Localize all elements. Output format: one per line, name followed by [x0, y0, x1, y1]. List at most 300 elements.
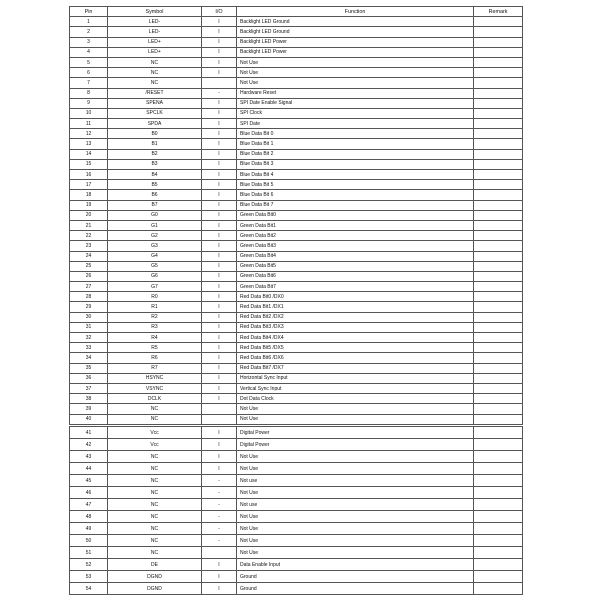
remark-cell — [474, 78, 523, 88]
remark-cell — [474, 139, 523, 149]
table-row — [70, 451, 523, 463]
function-cell: Digital Power — [237, 427, 474, 439]
table-row — [70, 210, 523, 220]
symbol-cell: B5 — [108, 180, 202, 190]
function-cell: Not Use — [237, 523, 474, 535]
symbol-cell: SPENA — [108, 98, 202, 108]
function-cell: Not Use — [237, 404, 474, 414]
io-cell: I — [202, 271, 237, 281]
io-cell: I — [202, 68, 237, 78]
pin-cell: 1 — [70, 17, 108, 27]
remark-cell — [474, 282, 523, 292]
symbol-cell: G6 — [108, 271, 202, 281]
io-cell: - — [202, 523, 237, 535]
io-cell: - — [202, 88, 237, 98]
symbol-cell: NC — [108, 535, 202, 547]
function-cell: Green Data Bit4 — [237, 251, 474, 261]
io-cell: I — [202, 241, 237, 251]
io-cell: I — [202, 57, 237, 67]
table-row — [70, 322, 523, 332]
io-cell: I — [202, 571, 237, 583]
remark-cell — [474, 363, 523, 373]
pin-cell: 24 — [70, 251, 108, 261]
remark-cell — [474, 149, 523, 159]
remark-cell — [474, 98, 523, 108]
pin-cell: 34 — [70, 353, 108, 363]
function-cell: Blue Data Bit 1 — [237, 139, 474, 149]
function-cell: Not Use — [237, 463, 474, 475]
function-cell: Red Data Bit2 /DX2 — [237, 312, 474, 322]
pin-cell: 44 — [70, 463, 108, 475]
function-cell: Red Data Bit5 /DX5 — [237, 343, 474, 353]
symbol-cell: B0 — [108, 129, 202, 139]
function-cell: Blue Data Bit 3 — [237, 159, 474, 169]
function-cell: SPI Date — [237, 119, 474, 129]
remark-cell — [474, 159, 523, 169]
pin-cell: 31 — [70, 322, 108, 332]
io-cell: I — [202, 282, 237, 292]
pin-cell: 42 — [70, 439, 108, 451]
function-cell: Green Data Bit6 — [237, 271, 474, 281]
table-row — [70, 353, 523, 363]
function-cell: Red Data Bit0 /DX0 — [237, 292, 474, 302]
remark-cell — [474, 302, 523, 312]
table-row — [70, 312, 523, 322]
pin-cell: 22 — [70, 231, 108, 241]
pin-cell: 45 — [70, 475, 108, 487]
remark-cell — [474, 383, 523, 393]
symbol-cell: NC — [108, 68, 202, 78]
io-cell: I — [202, 119, 237, 129]
pin-cell: 21 — [70, 220, 108, 230]
function-cell: Blue Data Bit 5 — [237, 180, 474, 190]
function-cell: SPI Date Enable Signal — [237, 98, 474, 108]
symbol-cell: B4 — [108, 170, 202, 180]
pin-cell: 6 — [70, 68, 108, 78]
remark-cell — [474, 499, 523, 511]
table-row — [70, 170, 523, 180]
symbol-cell: NC — [108, 511, 202, 523]
pin-cell: 4 — [70, 47, 108, 57]
io-cell: I — [202, 439, 237, 451]
remark-cell — [474, 511, 523, 523]
function-cell: Not Use — [237, 68, 474, 78]
function-cell: Horizontal Sync Input — [237, 373, 474, 383]
io-cell: - — [202, 511, 237, 523]
table-row — [70, 547, 523, 559]
io-cell: - — [202, 487, 237, 499]
io-cell: I — [202, 261, 237, 271]
io-cell — [202, 78, 237, 88]
function-cell: Not Use — [237, 57, 474, 67]
table-row — [70, 57, 523, 67]
table-row — [70, 108, 523, 118]
symbol-cell: B6 — [108, 190, 202, 200]
pin-cell: 46 — [70, 487, 108, 499]
pin-cell: 17 — [70, 180, 108, 190]
table-row — [70, 119, 523, 129]
header-io: I/O — [202, 7, 237, 17]
function-cell: Red Data Bit1 /DX1 — [237, 302, 474, 312]
symbol-cell: DGND — [108, 571, 202, 583]
table-row — [70, 27, 523, 37]
remark-cell — [474, 251, 523, 261]
symbol-cell: G2 — [108, 231, 202, 241]
function-cell: Not Use — [237, 414, 474, 424]
symbol-cell: Vcc — [108, 427, 202, 439]
remark-cell — [474, 451, 523, 463]
function-cell: Backlight LED Ground — [237, 27, 474, 37]
pin-cell: 33 — [70, 343, 108, 353]
table-row — [70, 333, 523, 343]
function-cell: Blue Data Bit 0 — [237, 129, 474, 139]
pin-cell: 48 — [70, 511, 108, 523]
function-cell: Not Use — [237, 78, 474, 88]
remark-cell — [474, 200, 523, 210]
io-cell: I — [202, 149, 237, 159]
symbol-cell: G1 — [108, 220, 202, 230]
function-cell: Not use — [237, 499, 474, 511]
pin-cell: 11 — [70, 119, 108, 129]
io-cell: I — [202, 427, 237, 439]
pin-table-lower — [69, 426, 523, 595]
remark-cell — [474, 343, 523, 353]
remark-cell — [474, 535, 523, 547]
remark-cell — [474, 394, 523, 404]
table-row — [70, 511, 523, 523]
table-row — [70, 251, 523, 261]
pin-cell: 8 — [70, 88, 108, 98]
io-cell: I — [202, 292, 237, 302]
remark-cell — [474, 312, 523, 322]
symbol-cell: /RESET — [108, 88, 202, 98]
symbol-cell: G0 — [108, 210, 202, 220]
table-row — [70, 180, 523, 190]
symbol-cell: R6 — [108, 353, 202, 363]
pin-cell: 18 — [70, 190, 108, 200]
pin-cell: 13 — [70, 139, 108, 149]
io-cell: I — [202, 373, 237, 383]
io-cell: I — [202, 353, 237, 363]
symbol-cell: DE — [108, 559, 202, 571]
symbol-cell: VSYNC — [108, 383, 202, 393]
pin-cell: 29 — [70, 302, 108, 312]
pin-cell: 50 — [70, 535, 108, 547]
table-row — [70, 231, 523, 241]
header-function: Function — [237, 7, 474, 17]
symbol-cell: LED- — [108, 27, 202, 37]
table-row — [70, 271, 523, 281]
function-cell: Green Data Bit1 — [237, 220, 474, 230]
function-cell: Not Use — [237, 547, 474, 559]
table-row — [70, 302, 523, 312]
pin-table-lower-body — [70, 427, 523, 595]
pin-cell: 30 — [70, 312, 108, 322]
table-row — [70, 149, 523, 159]
table-row — [70, 414, 523, 424]
symbol-cell: NC — [108, 523, 202, 535]
pin-cell: 28 — [70, 292, 108, 302]
io-cell: I — [202, 463, 237, 475]
table-row — [70, 282, 523, 292]
io-cell: I — [202, 200, 237, 210]
remark-cell — [474, 487, 523, 499]
symbol-cell: R5 — [108, 343, 202, 353]
symbol-cell: NC — [108, 404, 202, 414]
remark-cell — [474, 404, 523, 414]
symbol-cell: HSYNC — [108, 373, 202, 383]
symbol-cell: NC — [108, 499, 202, 511]
io-cell: I — [202, 451, 237, 463]
function-cell: Digital Power — [237, 439, 474, 451]
io-cell: I — [202, 559, 237, 571]
io-cell: I — [202, 47, 237, 57]
remark-cell — [474, 231, 523, 241]
remark-cell — [474, 414, 523, 424]
remark-cell — [474, 583, 523, 595]
pin-cell: 40 — [70, 414, 108, 424]
remark-cell — [474, 108, 523, 118]
io-cell: I — [202, 220, 237, 230]
function-cell: Red Data Bit6 /DX6 — [237, 353, 474, 363]
remark-cell — [474, 353, 523, 363]
remark-cell — [474, 547, 523, 559]
pin-cell: 36 — [70, 373, 108, 383]
io-cell: - — [202, 475, 237, 487]
table-row — [70, 383, 523, 393]
table-row — [70, 68, 523, 78]
function-cell: Backlight LED Ground — [237, 17, 474, 27]
remark-cell — [474, 322, 523, 332]
function-cell: Green Data Bit7 — [237, 282, 474, 292]
table-row — [70, 523, 523, 535]
symbol-cell: LED+ — [108, 47, 202, 57]
function-cell: Backlight LED Power — [237, 47, 474, 57]
pin-cell: 23 — [70, 241, 108, 251]
symbol-cell: DCLK — [108, 394, 202, 404]
table-row — [70, 190, 523, 200]
pin-table-upper-body — [70, 17, 523, 425]
function-cell: Blue Data Bit 4 — [237, 170, 474, 180]
table-row — [70, 487, 523, 499]
table-row — [70, 129, 523, 139]
io-cell: I — [202, 251, 237, 261]
function-cell: Vertical Sync Input — [237, 383, 474, 393]
function-cell: Blue Data Bit 2 — [237, 149, 474, 159]
remark-cell — [474, 57, 523, 67]
function-cell: Not Use — [237, 535, 474, 547]
function-cell: Blue Data Bit 6 — [237, 190, 474, 200]
symbol-cell: NC — [108, 451, 202, 463]
function-cell: Ground — [237, 571, 474, 583]
table-row — [70, 427, 523, 439]
pin-cell: 39 — [70, 404, 108, 414]
table-row — [70, 261, 523, 271]
io-cell: I — [202, 98, 237, 108]
io-cell: I — [202, 170, 237, 180]
header-pin: Pin — [70, 7, 108, 17]
symbol-cell: B3 — [108, 159, 202, 169]
io-cell: I — [202, 17, 237, 27]
symbol-cell: DGND — [108, 583, 202, 595]
table-row — [70, 241, 523, 251]
symbol-cell: Vcc — [108, 439, 202, 451]
table-row — [70, 343, 523, 353]
io-cell: I — [202, 210, 237, 220]
pin-cell: 37 — [70, 383, 108, 393]
pin-cell: 38 — [70, 394, 108, 404]
remark-cell — [474, 180, 523, 190]
symbol-cell: B1 — [108, 139, 202, 149]
io-cell: - — [202, 535, 237, 547]
io-cell: I — [202, 363, 237, 373]
pin-cell: 16 — [70, 170, 108, 180]
symbol-cell: LED+ — [108, 37, 202, 47]
symbol-cell: R3 — [108, 322, 202, 332]
pin-cell: 25 — [70, 261, 108, 271]
io-cell — [202, 414, 237, 424]
io-cell: I — [202, 159, 237, 169]
symbol-cell: SPCLK — [108, 108, 202, 118]
pin-cell: 14 — [70, 149, 108, 159]
io-cell: I — [202, 139, 237, 149]
io-cell: I — [202, 302, 237, 312]
header-remark: Remark — [474, 7, 523, 17]
remark-cell — [474, 292, 523, 302]
symbol-cell: R0 — [108, 292, 202, 302]
remark-cell — [474, 129, 523, 139]
function-cell: Not Use — [237, 487, 474, 499]
symbol-cell: SPDA — [108, 119, 202, 129]
table-row — [70, 583, 523, 595]
remark-cell — [474, 17, 523, 27]
pin-cell: 35 — [70, 363, 108, 373]
pin-cell: 15 — [70, 159, 108, 169]
symbol-cell: LED- — [108, 17, 202, 27]
io-cell: I — [202, 394, 237, 404]
remark-cell — [474, 373, 523, 383]
function-cell: Red Data Bit4 /DX4 — [237, 333, 474, 343]
table-row — [70, 78, 523, 88]
table-row — [70, 220, 523, 230]
io-cell: I — [202, 129, 237, 139]
symbol-cell: G7 — [108, 282, 202, 292]
table-row — [70, 17, 523, 27]
function-cell: Green Data Bit0 — [237, 210, 474, 220]
pin-cell: 41 — [70, 427, 108, 439]
io-cell: I — [202, 108, 237, 118]
remark-cell — [474, 261, 523, 271]
table-row — [70, 475, 523, 487]
io-cell: I — [202, 322, 237, 332]
remark-cell — [474, 463, 523, 475]
symbol-cell: G5 — [108, 261, 202, 271]
function-cell: Dot Data Clock — [237, 394, 474, 404]
function-cell: Hardware Reset — [237, 88, 474, 98]
table-row — [70, 439, 523, 451]
remark-cell — [474, 523, 523, 535]
remark-cell — [474, 88, 523, 98]
remark-cell — [474, 571, 523, 583]
header-row — [70, 7, 523, 17]
function-cell: Ground — [237, 583, 474, 595]
table-row — [70, 139, 523, 149]
function-cell: SPI Clock — [237, 108, 474, 118]
pin-cell: 52 — [70, 559, 108, 571]
symbol-cell: R7 — [108, 363, 202, 373]
symbol-cell: NC — [108, 414, 202, 424]
symbol-cell: NC — [108, 57, 202, 67]
io-cell: I — [202, 231, 237, 241]
table-row — [70, 499, 523, 511]
symbol-cell: R1 — [108, 302, 202, 312]
io-cell: I — [202, 333, 237, 343]
pin-table-upper — [69, 6, 523, 425]
remark-cell — [474, 241, 523, 251]
remark-cell — [474, 68, 523, 78]
remark-cell — [474, 475, 523, 487]
pin-cell: 20 — [70, 210, 108, 220]
pin-cell: 5 — [70, 57, 108, 67]
function-cell: Green Data Bit3 — [237, 241, 474, 251]
function-cell: Green Data Bit5 — [237, 261, 474, 271]
table-row — [70, 373, 523, 383]
remark-cell — [474, 119, 523, 129]
remark-cell — [474, 190, 523, 200]
symbol-cell: NC — [108, 547, 202, 559]
io-cell: I — [202, 190, 237, 200]
pin-cell: 26 — [70, 271, 108, 281]
pin-cell: 32 — [70, 333, 108, 343]
table-row — [70, 47, 523, 57]
table-row — [70, 88, 523, 98]
table-row — [70, 394, 523, 404]
table-row — [70, 404, 523, 414]
function-cell: Green Data Bit2 — [237, 231, 474, 241]
table-row — [70, 292, 523, 302]
symbol-cell: B7 — [108, 200, 202, 210]
io-cell: I — [202, 383, 237, 393]
table-row — [70, 98, 523, 108]
pin-cell: 12 — [70, 129, 108, 139]
table-row — [70, 559, 523, 571]
io-cell: I — [202, 312, 237, 322]
symbol-cell: NC — [108, 78, 202, 88]
remark-cell — [474, 27, 523, 37]
pin-cell: 19 — [70, 200, 108, 210]
io-cell: I — [202, 583, 237, 595]
io-cell: I — [202, 27, 237, 37]
symbol-cell: R2 — [108, 312, 202, 322]
pin-cell: 10 — [70, 108, 108, 118]
remark-cell — [474, 427, 523, 439]
remark-cell — [474, 37, 523, 47]
remark-cell — [474, 210, 523, 220]
remark-cell — [474, 559, 523, 571]
io-cell: I — [202, 37, 237, 47]
pin-cell: 27 — [70, 282, 108, 292]
remark-cell — [474, 333, 523, 343]
symbol-cell: G3 — [108, 241, 202, 251]
function-cell: Red Data Bit3 /DX3 — [237, 322, 474, 332]
function-cell: Red Data Bit7 /DX7 — [237, 363, 474, 373]
table-row — [70, 463, 523, 475]
header-symbol: Symbol — [108, 7, 202, 17]
function-cell: Not Use — [237, 451, 474, 463]
table-row — [70, 571, 523, 583]
function-cell: Not use — [237, 475, 474, 487]
io-cell: I — [202, 343, 237, 353]
